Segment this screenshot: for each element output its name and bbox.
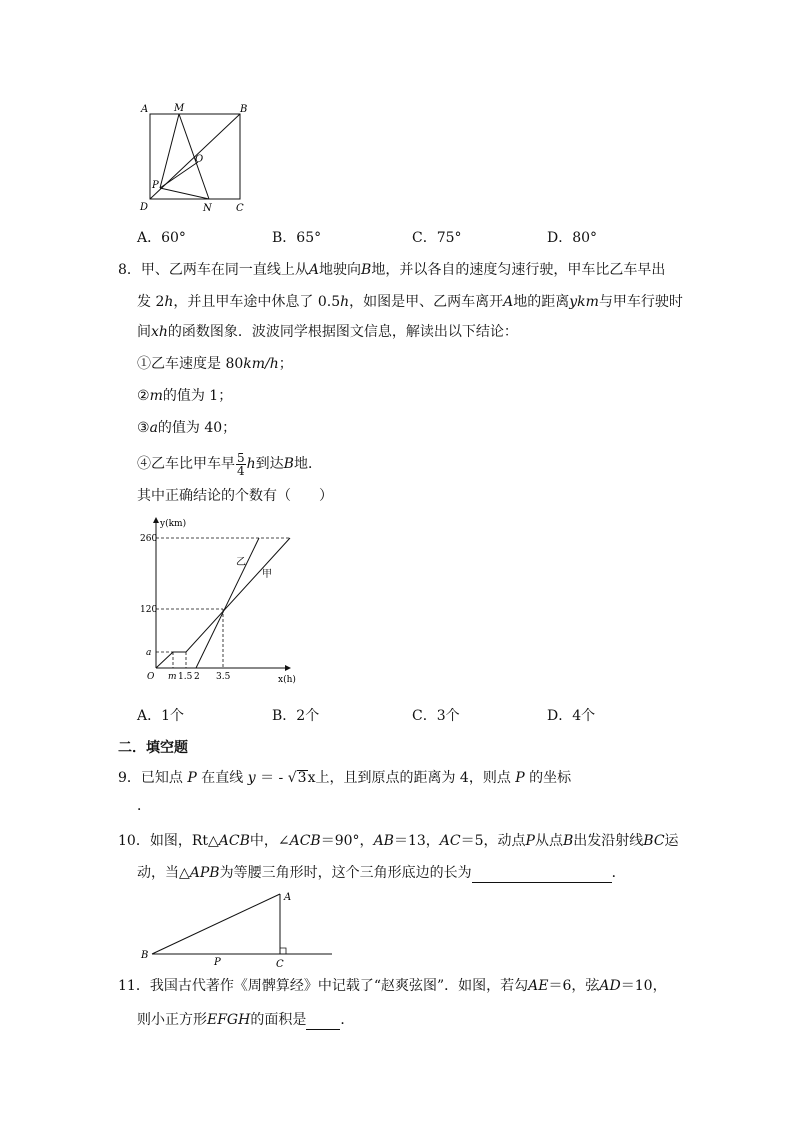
q11-line2: 则小正方形EFGH的面积是 ． bbox=[137, 1009, 354, 1030]
segment-pn bbox=[160, 188, 209, 199]
q8-option-a: A．1个 bbox=[137, 708, 185, 724]
q11-line1: 11．我国古代著作《周髀算经》中记载了“赵爽弦图”．如图，若勾AE＝6，弦AD＝10， bbox=[118, 978, 667, 994]
line-yi bbox=[196, 538, 259, 668]
q8-question: 其中正确结论的个数有（ ） bbox=[137, 488, 333, 504]
y-tick-260: 260 bbox=[140, 534, 158, 544]
line-label-jia: 甲 bbox=[262, 569, 272, 580]
label-m: M bbox=[174, 103, 185, 114]
q10-answer-blank[interactable] bbox=[472, 862, 612, 883]
q8-option-d: D．4个 bbox=[547, 708, 596, 724]
q9-end: ． bbox=[137, 798, 151, 814]
q8-line1: 8．甲、乙两车在同一直线上从A地驶向B地，并以各自的速度匀速行驶，甲车比乙车早出 bbox=[118, 262, 666, 278]
right-angle-mark bbox=[280, 948, 286, 954]
q7-option-d: D．80° bbox=[547, 230, 598, 246]
x-tick-3-5: 3.5 bbox=[216, 672, 231, 682]
q8-line3: 间xh的函数图象．波波同学根据图文信息，解读出以下结论： bbox=[137, 324, 518, 340]
q8-conclusion-3: ③a的值为 40； bbox=[137, 420, 237, 436]
y-tick-a: a bbox=[146, 648, 152, 658]
y-axis-label: y(km) bbox=[160, 519, 187, 529]
q8-option-c: C．3个 bbox=[412, 708, 460, 724]
q7-option-a: A．60° bbox=[137, 230, 186, 246]
x-tick-m: m bbox=[168, 672, 177, 682]
label-p: P bbox=[152, 180, 159, 191]
x-tick-2: 2 bbox=[194, 672, 200, 682]
line-jia bbox=[156, 538, 290, 668]
label-o: O bbox=[195, 154, 204, 165]
q10-line2: 动，当△APB为等腰三角形时，这个三角形底边的长为 ． bbox=[137, 862, 626, 883]
q8-distance-time-chart bbox=[138, 512, 308, 690]
label-c: C bbox=[236, 203, 244, 214]
label-a: A bbox=[284, 892, 292, 903]
fraction-5-4: $\frac{5}{4}$ bbox=[237, 450, 245, 478]
label-b: B bbox=[240, 104, 248, 115]
q9-line1: 9．已知点 P 在直线 y ＝ - √3x上，且到原点的距离为 4，则点 P 的坐标 bbox=[118, 770, 572, 786]
section-title-fill-blank: 二．填空题 bbox=[118, 740, 188, 756]
q7-square-figure bbox=[136, 100, 256, 218]
x-tick-1-5: 1.5 bbox=[178, 672, 193, 682]
label-n: N bbox=[203, 203, 212, 214]
q10-triangle-figure bbox=[138, 888, 338, 970]
q8-option-b: B．2个 bbox=[272, 708, 320, 724]
label-c: C bbox=[276, 959, 284, 970]
label-d: D bbox=[140, 202, 149, 213]
label-a: A bbox=[141, 104, 149, 115]
line-label-yi: 乙 bbox=[236, 557, 246, 568]
label-b: B bbox=[141, 950, 149, 961]
y-tick-120: 120 bbox=[140, 605, 158, 615]
q8-line2: 发 2h，并且甲车途中休息了 0.5h，如图是甲、乙两车离开A地的距离ykm与甲车行驶时 bbox=[137, 294, 683, 310]
segment-ba bbox=[152, 894, 280, 954]
q7-option-c: C．75° bbox=[412, 230, 462, 246]
q8-conclusion-2: ②m的值为 1； bbox=[137, 388, 233, 404]
x-axis-label: x(h) bbox=[278, 675, 296, 685]
q7-option-b: B．65° bbox=[272, 230, 322, 246]
q11-answer-blank[interactable] bbox=[306, 1009, 340, 1030]
segment-mn bbox=[179, 114, 209, 199]
label-p: P bbox=[214, 957, 221, 968]
x-tick-o: O bbox=[147, 672, 155, 682]
q8-conclusion-4: ④乙车比甲车早 $\frac{5}{4}$ h到达B地． bbox=[137, 450, 322, 478]
q10-line1: 10．如图，Rt△ACB中，∠ACB＝90°，AB＝13，AC＝5，动点P从点B出发沿射线BC运 bbox=[118, 833, 679, 849]
q8-conclusion-1: ①乙车速度是 80km/h； bbox=[137, 356, 293, 372]
